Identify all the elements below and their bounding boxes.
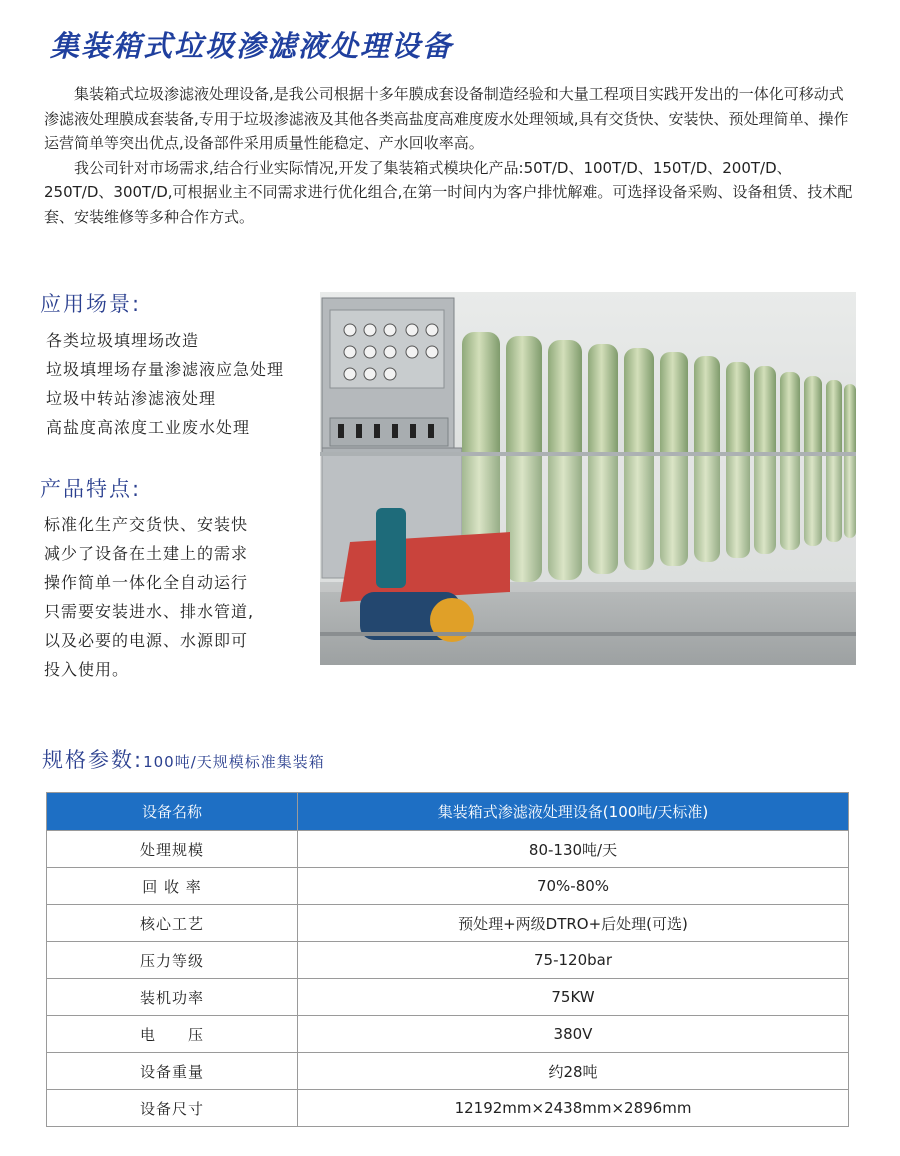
intro-paragraph-2: 我公司针对市场需求,结合行业实际情况,开发了集装箱式模块化产品:50T/D、100T/D、150T/D、200T/D、250T/D、300T/D,可根据业主不同需求进行优化组合,在第一时间内为客户排忧解难。可选择设备采购、设备租赁、技术配套、安装维修等多种合作方式。 [44,158,853,226]
spec-value: 75-120bar [298,942,849,979]
spec-value: 80-130吨/天 [298,831,849,868]
table-row [47,868,849,905]
spec-table-header [47,793,849,831]
spec-value: 约28吨 [298,1053,849,1090]
page-title: 集装箱式垃圾渗滤液处理设备 [50,29,454,63]
features-item: 减少了设备在土建上的需求 [44,544,249,563]
table-row [47,942,849,979]
features-item: 只需要安装进水、排水管道, [44,602,255,621]
spec-key: 压力等级 [47,942,298,979]
features-item: 标准化生产交货快、安装快 [44,515,249,534]
intro-text [44,82,856,229]
equipment-photo [320,292,856,665]
spec-header-value: 集装箱式渗滤液处理设备(100吨/天标准) [298,793,849,831]
table-row [47,1090,849,1127]
applications-heading: 应用场景: [40,292,142,316]
spec-value: 12192mm×2438mm×2896mm [298,1090,849,1127]
spec-value: 70%-80% [298,868,849,905]
features-item: 操作简单一体化全自动运行 [44,573,249,592]
table-row [47,979,849,1016]
table-row [47,831,849,868]
spec-key: 设备尺寸 [47,1090,298,1127]
applications-item: 垃圾中转站渗滤液处理 [46,389,217,408]
applications-item: 垃圾填埋场存量渗滤液应急处理 [46,360,285,379]
spec-key: 装机功率 [47,979,298,1016]
features-item: 以及必要的电源、水源即可 [44,631,249,650]
intro-paragraph-1: 集装箱式垃圾渗滤液处理设备,是我公司根据十多年膜成套设备制造经验和大量工程项目实践开发出的一体化可移动式渗滤液处理膜成套装备,专用于垃圾渗滤液及其他各类高盐度高难度废水处理领域,具有交货快、安装快、预处理简单、操作运营简单等突出优点,设备部件采用质量性能稳定、产水回收率高。 [44,85,849,152]
table-row [47,905,849,942]
spec-key: 电 压 [47,1016,298,1053]
specs-heading: 规格参数: [42,748,144,772]
specs-heading-line [42,744,325,774]
spec-value: 75KW [298,979,849,1016]
features-item: 投入使用。 [44,660,130,679]
spec-header-key: 设备名称 [47,793,298,831]
features-heading: 产品特点: [40,477,142,501]
spec-key: 回 收 率 [47,868,298,905]
spec-key: 核心工艺 [47,905,298,942]
spec-key: 处理规模 [47,831,298,868]
spec-table [46,792,849,1127]
spec-value: 380V [298,1016,849,1053]
specs-subheading: 100吨/天规模标准集装箱 [143,753,325,771]
features-list [44,510,254,684]
table-row [47,1016,849,1053]
applications-item: 高盐度高浓度工业废水处理 [46,418,251,437]
table-row [47,1053,849,1090]
applications-item: 各类垃圾填埋场改造 [46,331,200,350]
spec-value: 预处理+两级DTRO+后处理(可选) [298,905,849,942]
spec-key: 设备重量 [47,1053,298,1090]
applications-list [46,326,284,442]
